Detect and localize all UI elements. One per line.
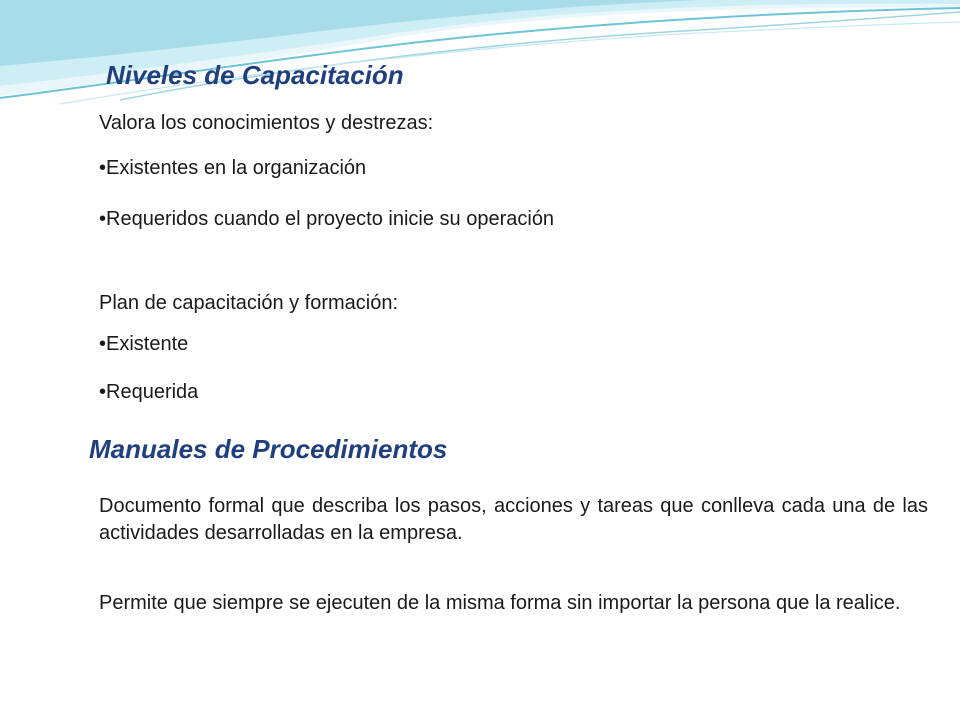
section-title-manuales: Manuales de Procedimientos — [89, 434, 448, 464]
bullet-requerida: •Requerida — [99, 381, 199, 403]
bullet-requeridos: •Requeridos cuando el proyecto inicie su operación — [99, 208, 555, 230]
bullet-existente: •Existente — [99, 333, 189, 355]
paragraph-documento: Documento formal que describa los pasos, acciones y tareas que conlleva cada una de las actividades desarrolladas en la empresa. — [99, 495, 928, 544]
intro-text: Valora los conocimientos y destrezas: — [99, 112, 434, 134]
paragraph-permite: Permite que siempre se ejecuten de la misma forma sin importar la persona que la realice. — [99, 592, 901, 614]
header-wave-decoration — [0, 0, 960, 110]
section-title-niveles: Niveles de Capacitación — [106, 60, 404, 90]
plan-heading: Plan de capacitación y formación: — [99, 292, 399, 314]
bullet-existentes: •Existentes en la organización — [99, 157, 367, 179]
